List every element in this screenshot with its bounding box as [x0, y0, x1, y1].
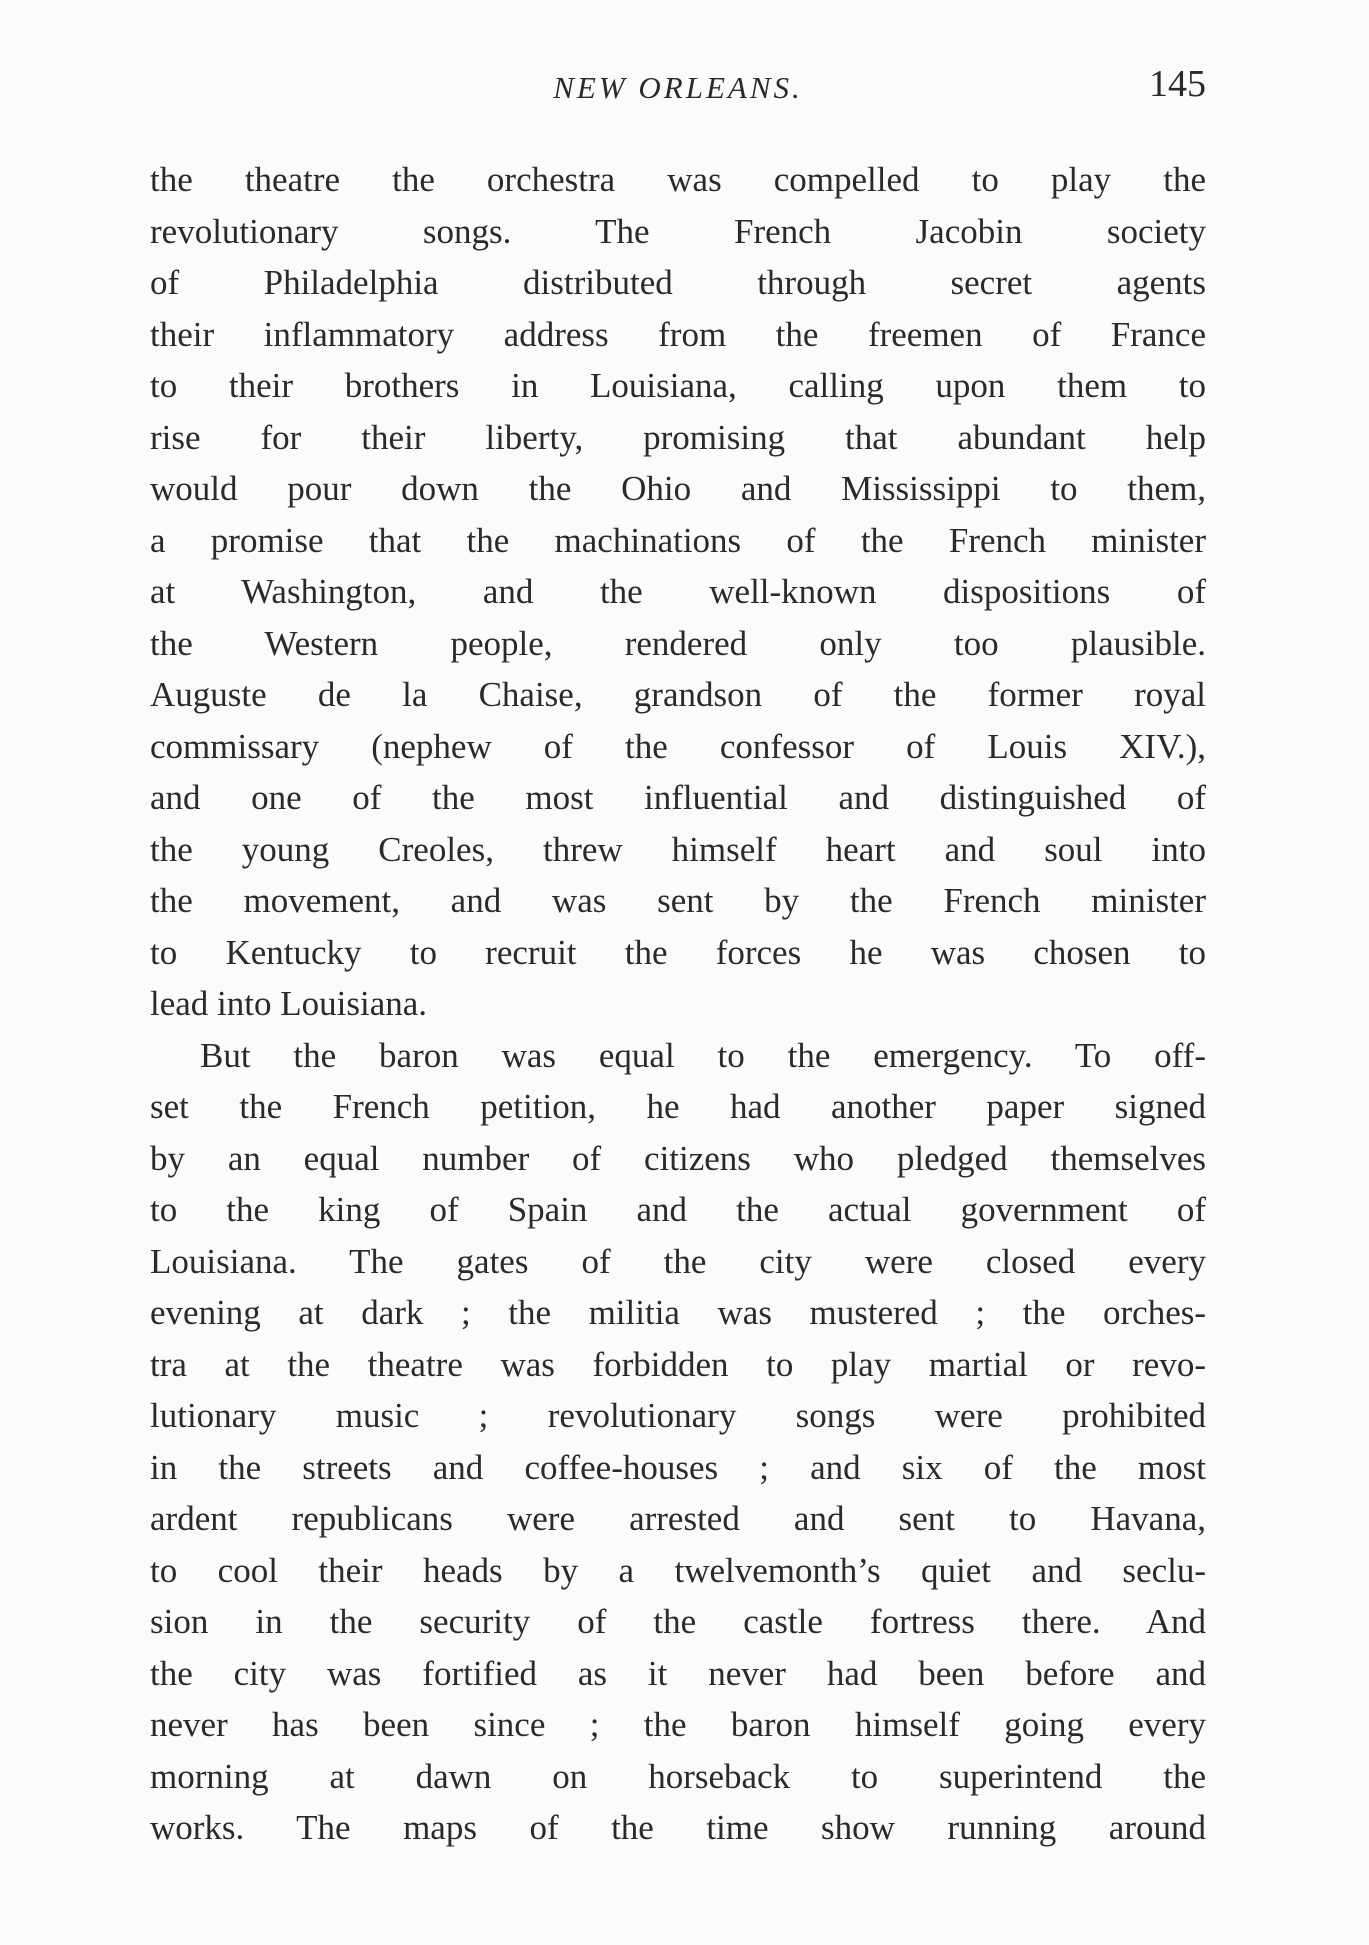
text-line: works. The maps of the time show running around	[150, 1808, 1206, 1847]
text-line: evening at dark ; the militia was mustered ; the orches-	[150, 1293, 1206, 1332]
text-line: to Kentucky to recruit the forces he was chosen to	[150, 932, 1206, 972]
text-line: of Philadelphia distributed through secret agents	[150, 263, 1206, 302]
text-line: the city was fortified as it never had been before and	[150, 1653, 1206, 1693]
text-line: sion in the security of the castle fortress there. And	[150, 1602, 1206, 1641]
body-text	[150, 154, 1206, 1854]
paragraph-end-line: lead into Louisiana.	[150, 984, 428, 1023]
text-line: never has been since ; the baron himself going every	[150, 1705, 1206, 1744]
text-line: at Washington, and the well-known dispositions of	[150, 572, 1206, 611]
text-line: the Western people, rendered only too plausible.	[150, 623, 1206, 663]
paragraph-start-line: But the baron was equal to the emergency. To off-	[200, 1035, 1206, 1075]
text-line: Louisiana. The gates of the city were closed every	[150, 1241, 1206, 1281]
text-line: ardent republicans were arrested and sent to Havana,	[150, 1499, 1206, 1538]
text-line: a promise that the machinations of the French minister	[150, 520, 1206, 560]
text-line: tra at the theatre was forbidden to play martial or revo-	[150, 1344, 1206, 1384]
text-line: the young Creoles, threw himself heart and soul into	[150, 829, 1206, 869]
text-line: to the king of Spain and the actual government of	[150, 1190, 1206, 1229]
text-line: morning at dawn on horseback to superintend the	[150, 1756, 1206, 1796]
text-line: the theatre the orchestra was compelled to play the	[150, 160, 1206, 199]
text-line: would pour down the Ohio and Mississippi to them,	[150, 469, 1206, 508]
text-line: Auguste de la Chaise, grandson of the former royal	[150, 675, 1206, 714]
text-line: their inflammatory address from the freemen of France	[150, 314, 1206, 354]
running-head	[150, 62, 1206, 122]
page-number: 145	[1149, 63, 1206, 105]
text-line: lutionary music ; revolutionary songs were prohibited	[150, 1396, 1206, 1435]
text-line: by an equal number of citizens who pledged themselves	[150, 1138, 1206, 1178]
text-line: the movement, and was sent by the French minister	[150, 881, 1206, 920]
text-line: to their brothers in Louisiana, calling upon them to	[150, 366, 1206, 405]
text-line: to cool their heads by a twelvemonth’s quiet and seclu-	[150, 1550, 1206, 1590]
text-line: and one of the most influential and distinguished of	[150, 778, 1206, 817]
text-line: revolutionary songs. The French Jacobin society	[150, 211, 1206, 251]
text-line: set the French petition, he had another paper signed	[150, 1087, 1206, 1126]
running-title: NEW ORLEANS.	[553, 70, 803, 105]
text-line: in the streets and coffee-houses ; and six of the most	[150, 1447, 1206, 1487]
text-line: rise for their liberty, promising that abundant help	[150, 417, 1206, 457]
text-line: commissary (nephew of the confessor of Louis XIV.),	[150, 726, 1206, 766]
